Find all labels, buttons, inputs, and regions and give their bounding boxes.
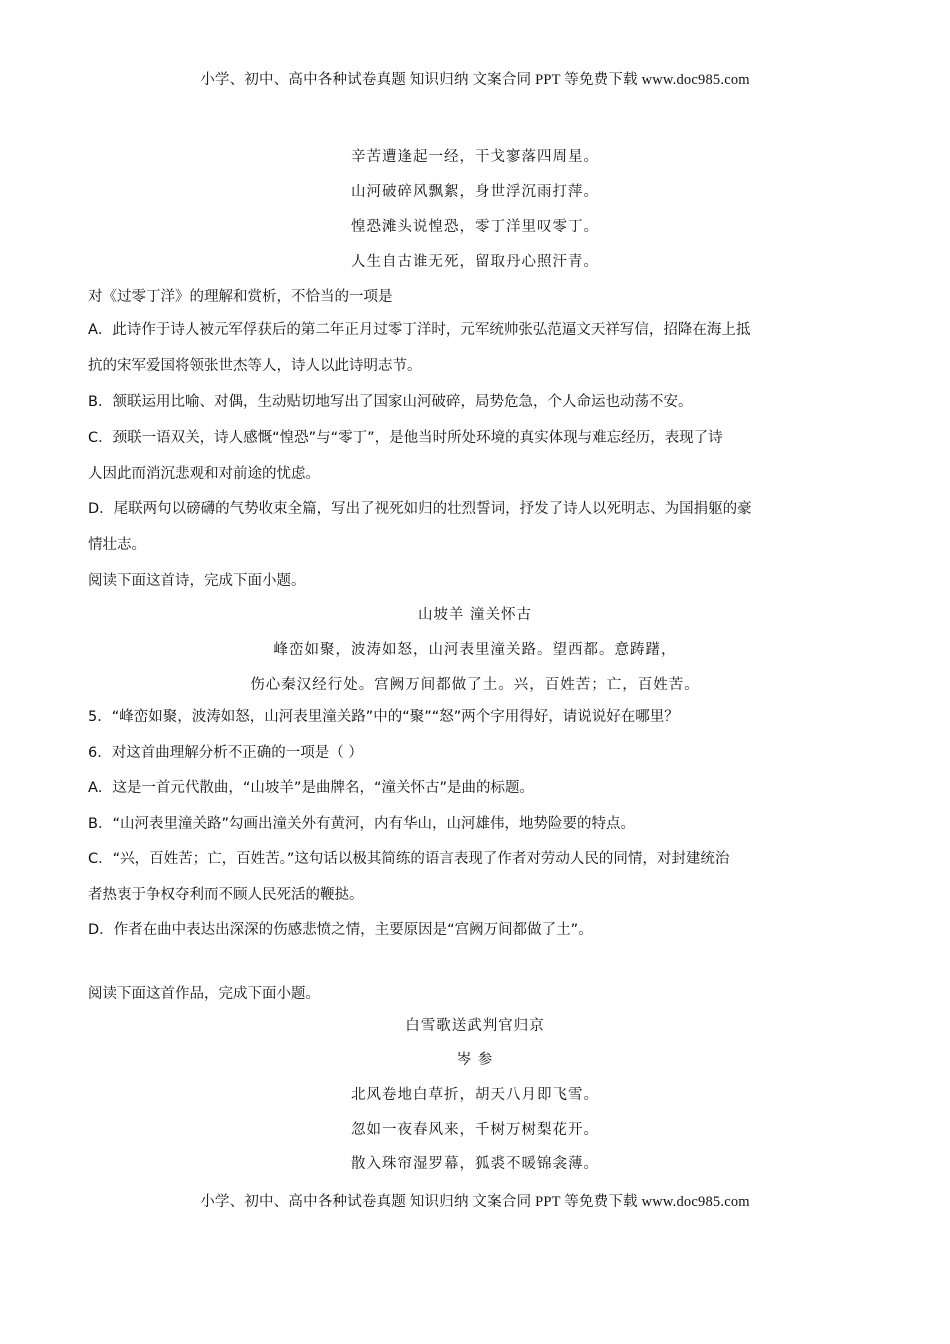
- section-intro: 阅读下面这首作品，完成下面小题。: [88, 986, 320, 1002]
- question-6: 6．对这首曲理解分析不正确的一项是（ ）: [88, 745, 363, 761]
- q6-option-c: C．“兴，百姓苦；亡，百姓苦。”这句话以极其简练的语言表现了作者对劳动人民的同情，对封建统治: [88, 851, 730, 867]
- poem-line: 北风卷地白草折，胡天八月即飞雪。: [351, 1087, 599, 1103]
- page-footer: 小学、初中、高中各种试卷真题 知识归纳 文案合同 PPT 等免费下载 www.doc985.com: [200, 1194, 750, 1210]
- option-c-cont: 人因此而消沉悲观和对前途的忧虑。: [88, 466, 320, 482]
- poem-line: 散入珠帘湿罗幕，狐裘不暖锦衾薄。: [351, 1156, 599, 1172]
- question-stem: 对《过零丁洋》的理解和赏析，不恰当的一项是: [88, 289, 393, 305]
- poem1-line: 山河破碎风飘絮，身世浮沉雨打萍。: [351, 184, 599, 200]
- poem-title: 白雪歌送武判官归京: [405, 1018, 545, 1034]
- poem-line: 峰峦如聚，波涛如怒，山河表里潼关路。望西都。意踌躇，: [273, 642, 677, 658]
- poem-author: 岑 参: [456, 1052, 494, 1068]
- question-5: 5．“峰峦如聚，波涛如怒，山河表里潼关路”中的“聚”“怒”两个字用得好，请说说好在哪里？: [88, 709, 679, 725]
- option-b: B．颔联运用比喻、对偶，生动贴切地写出了国家山河破碎，局势危急，个人命运也动荡不安。: [88, 394, 693, 410]
- option-a-cont: 抗的宋军爱国将领张世杰等人，诗人以此诗明志节。: [88, 358, 422, 374]
- poem1-line: 辛苦遭逢起一经，干戈寥落四周星。: [351, 149, 599, 165]
- poem-line: 忽如一夜春风来，千树万树梨花开。: [351, 1122, 599, 1138]
- page-header: 小学、初中、高中各种试卷真题 知识归纳 文案合同 PPT 等免费下载 www.doc985.com: [200, 72, 750, 88]
- q6-option-b: B．“山河表里潼关路”勾画出潼关外有黄河，内有华山，山河雄伟，地势险要的特点。: [88, 816, 635, 832]
- q6-option-d: D．作者在曲中表达出深深的伤感悲愤之情，主要原因是“宫阙万间都做了土”。: [88, 922, 593, 938]
- poem-title: 山坡羊 潼关怀古: [417, 607, 533, 623]
- poem-line: 伤心秦汉经行处。宫阙万间都做了土。兴，百姓苦；亡，百姓苦。: [250, 677, 700, 693]
- q6-option-c-cont: 者热衷于争权夺利而不顾人民死活的鞭挞。: [88, 887, 364, 903]
- option-d: D．尾联两句以磅礴的气势收束全篇，写出了视死如归的壮烈誓词，抒发了诗人以死明志、为国捐躯的豪: [88, 501, 752, 517]
- section-intro: 阅读下面这首诗，完成下面小题。: [88, 573, 306, 589]
- q6-option-a: A．这是一首元代散曲，“山坡羊”是曲牌名，“潼关怀古”是曲的标题。: [88, 780, 534, 796]
- option-c: C．颈联一语双关，诗人感慨“惶恐”与“零丁”，是他当时所处环境的真实体现与难忘经历，表现了诗: [88, 430, 723, 446]
- poem1-line: 人生自古谁无死，留取丹心照汗青。: [351, 254, 599, 270]
- option-a: A．此诗作于诗人被元军俘获后的第二年正月过零丁洋时，元军统帅张弘范逼文天祥写信，招降在海上抵: [88, 322, 751, 338]
- poem1-line: 惶恐滩头说惶恐，零丁洋里叹零丁。: [351, 219, 599, 235]
- option-d-cont: 情壮志。: [88, 537, 146, 553]
